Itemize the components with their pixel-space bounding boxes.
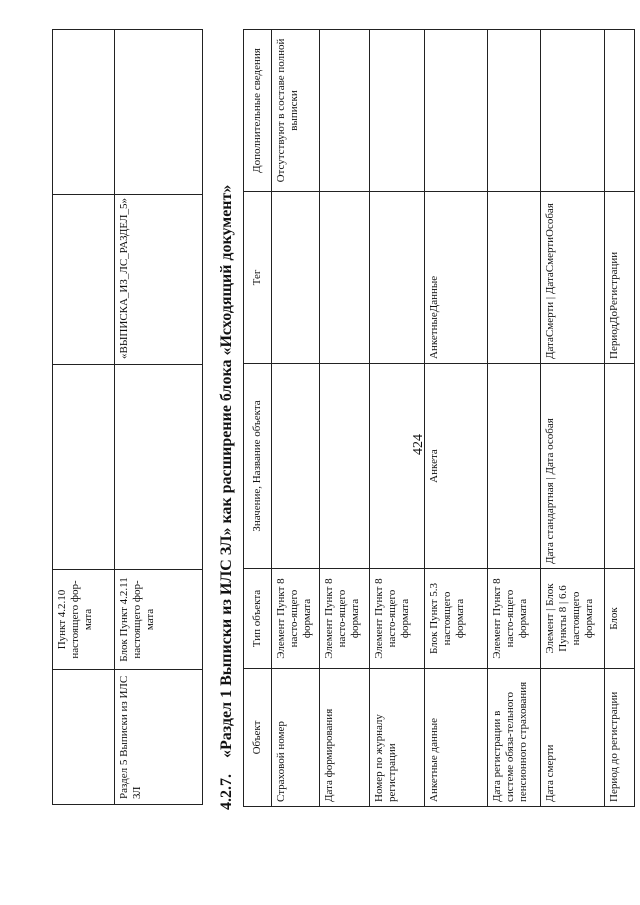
object-cell: Номер по журналу регистрации <box>370 669 425 807</box>
object-cell: Страховой номер <box>272 669 320 807</box>
object-cell: Дата смерти <box>541 669 605 807</box>
object-cell: Анкетные данные <box>425 669 488 807</box>
tag-cell: ПериодДоРегистрации <box>605 192 635 364</box>
table-row <box>425 30 488 807</box>
tag-cell: АнкетныеДанные <box>425 192 488 364</box>
tag-cell <box>272 192 320 364</box>
tag-cell <box>320 192 370 364</box>
column-header: Дополнительные сведения <box>244 30 272 192</box>
object-cell: Дата регистрации в системе обяза-тельного пенсионного страхования <box>488 669 541 807</box>
section-heading <box>218 185 236 810</box>
extra-cell <box>370 30 425 192</box>
extra-cell: Отсутствуют в составе полной выписки <box>272 30 320 192</box>
table-cell <box>115 30 203 195</box>
table-row <box>320 30 370 807</box>
type-cell: Элемент | Блок Пункты 8 | 6.6 настоящего формата <box>541 569 605 669</box>
type-cell: Элемент Пункт 8 насто-ящего формата <box>488 569 541 669</box>
table-cell <box>53 670 115 805</box>
value-cell: Анкета <box>425 364 488 569</box>
value-cell <box>370 364 425 569</box>
value-cell <box>605 364 635 569</box>
tag-cell <box>488 192 541 364</box>
column-header: Объект <box>244 669 272 807</box>
column-header: Тег <box>244 192 272 364</box>
extra-cell <box>605 30 635 192</box>
table-cell: «ВЫПИСКА_ИЗ_ЛС_РАЗДЕЛ_5» <box>115 195 203 365</box>
page-number: 424 <box>411 434 426 455</box>
table-cell: Блок Пункт 4.2.11 настоящего фор-мата <box>115 570 203 670</box>
type-cell: Блок Пункт 5.3 настоящего формата <box>425 569 488 669</box>
tag-cell <box>370 192 425 364</box>
object-cell: Дата формирования <box>320 669 370 807</box>
value-cell <box>488 364 541 569</box>
value-cell: Дата стандартная | Дата особая <box>541 364 605 569</box>
table-cell <box>53 195 115 365</box>
extra-cell <box>425 30 488 192</box>
table-row <box>115 30 203 805</box>
type-cell: Элемент Пункт 8 насто-ящего формата <box>370 569 425 669</box>
value-cell <box>320 364 370 569</box>
table-cell <box>115 365 203 570</box>
value-cell <box>272 364 320 569</box>
main-table <box>243 29 635 807</box>
section-number: 4.2.7. <box>218 774 235 810</box>
table-row <box>541 30 605 807</box>
extra-cell <box>488 30 541 192</box>
table-cell: Пункт 4.2.10 настоящего фор-мата <box>53 570 115 670</box>
table-cell <box>53 365 115 570</box>
table-header-row <box>244 30 272 807</box>
object-cell: Период до регистрации <box>605 669 635 807</box>
table-row <box>488 30 541 807</box>
table-row <box>53 30 115 805</box>
table-row <box>370 30 425 807</box>
table-row <box>605 30 635 807</box>
type-cell: Блок <box>605 569 635 669</box>
extra-cell <box>320 30 370 192</box>
type-cell: Элемент Пункт 8 насто-ящего формата <box>272 569 320 669</box>
type-cell: Элемент Пункт 8 насто-ящего формата <box>320 569 370 669</box>
table-row <box>272 30 320 807</box>
column-header: Тип объекта <box>244 569 272 669</box>
tag-cell: ДатаСмерти | ДатаСмертиОсобая <box>541 192 605 364</box>
table-cell: Раздел 5 Выписки из ИЛС ЗЛ <box>115 670 203 805</box>
continued-table <box>52 29 203 805</box>
table-cell <box>53 30 115 195</box>
extra-cell <box>541 30 605 192</box>
column-header: Значение, Название объекта <box>244 364 272 569</box>
section-title: «Раздел 1 Выписки из ИЛС ЗЛ» как расширение блока «Исходящий документ» <box>218 184 235 758</box>
